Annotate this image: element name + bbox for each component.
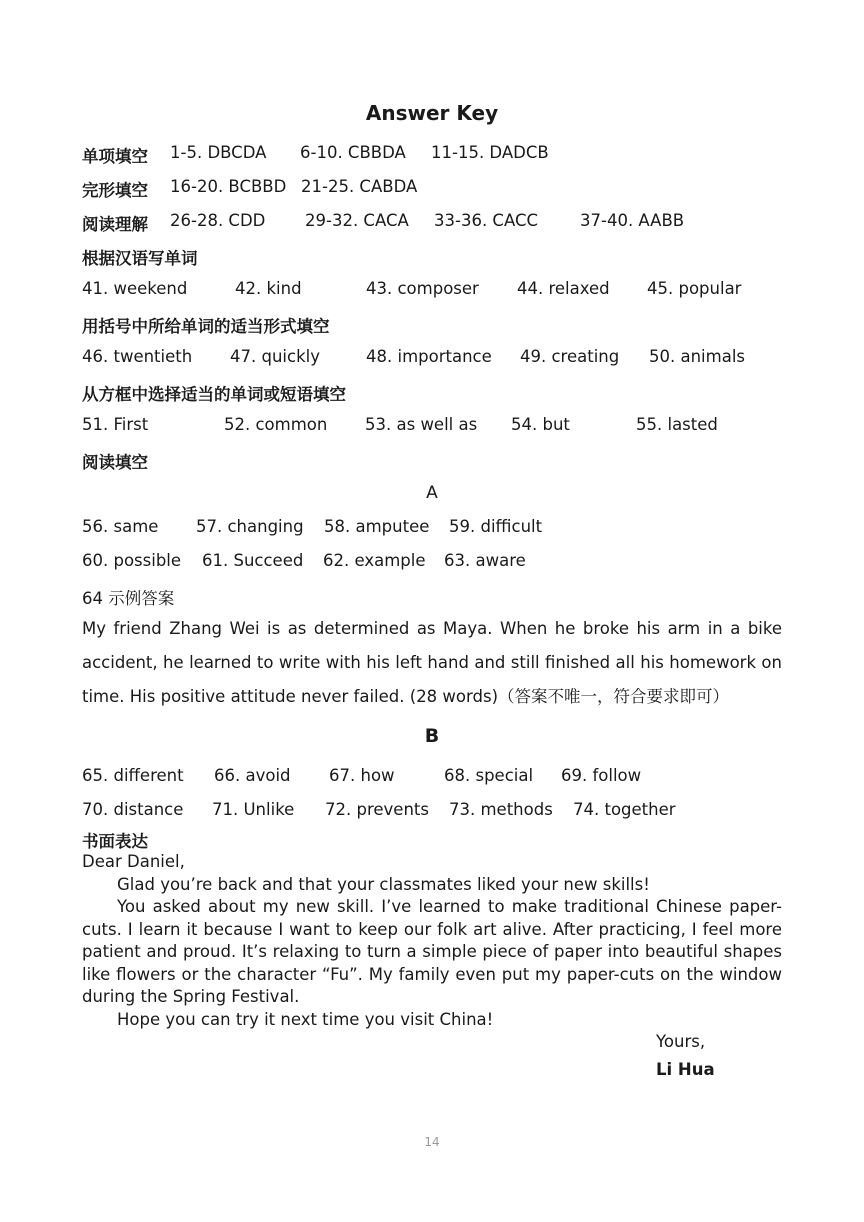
answer-item: 48. importance (366, 347, 492, 366)
box-heading: 从方框中选择适当的单词或短语填空 (82, 385, 346, 404)
q64-sample-answer: My friend Zhang Wei is as determined as Maya. When he broke his arm in a bike accident, he learned to write with his left hand and still finished all his homework on time. His positive attitude never failed. (28 words)（答案不唯一，符合要求即可） (82, 619, 782, 706)
letter-paragraph: Hope you can try it next time you visit China! (117, 1009, 494, 1029)
answer-item: 56. same (82, 517, 159, 536)
answer-group: 16-20. BCBBD (170, 177, 287, 196)
answer-item: 66. avoid (214, 766, 291, 785)
letter-paragraph: You asked about my new skill. I’ve learned to make traditional Chinese paper-cuts. I learn it because I want to keep our folk art alive. After practicing, I feel more patient and proud. It’s relaxing to turn a simple piece of paper into beautiful shapes like flowers or the character “Fu”. My family even put my paper-cuts on the window during the Spring Festival. (82, 897, 782, 1006)
words-heading: 根据汉语写单词 (82, 249, 198, 268)
page-number: 14 (424, 1135, 440, 1149)
answer-item: 55. lasted (636, 415, 718, 434)
letter-greeting: Dear Daniel, (82, 852, 185, 871)
answer-item: 52. common (224, 415, 328, 434)
answer-item: 63. aware (444, 551, 526, 570)
answer-item: 72. prevents (325, 800, 429, 819)
answer-item: 57. changing (196, 517, 304, 536)
fill-heading: 阅读填空 (82, 453, 148, 472)
answer-item: 49. creating (520, 347, 620, 366)
answer-item: 70. distance (82, 800, 184, 819)
page-title: Answer Key (365, 101, 499, 125)
answer-group: 1-5. DBCDA (170, 143, 267, 162)
section-label: 阅读理解 (82, 215, 148, 234)
answer-group: 29-32. CACA (305, 211, 409, 230)
letter-closing: Yours, (656, 1032, 706, 1051)
answer-item: 68. special (444, 766, 534, 785)
answer-item: 69. follow (561, 766, 642, 785)
section-label: 完形填空 (82, 181, 148, 200)
answer-item: 74. together (573, 800, 676, 819)
q64-label: 64 示例答案 (82, 589, 175, 608)
answer-item: 42. kind (235, 279, 302, 298)
answer-item: 67. how (329, 766, 395, 785)
answer-item: 47. quickly (230, 347, 320, 366)
answer-item: 44. relaxed (517, 279, 610, 298)
answer-item: 54. but (511, 415, 570, 434)
answer-group: 6-10. CBBDA (300, 143, 406, 162)
answer-group: 33-36. CACC (434, 211, 538, 230)
answer-item: 62. example (323, 551, 426, 570)
answer-item: 41. weekend (82, 279, 188, 298)
section-a-heading: A (426, 483, 438, 503)
answer-item: 60. possible (82, 551, 182, 570)
answer-item: 61. Succeed (202, 551, 304, 570)
answer-item: 58. amputee (324, 517, 430, 536)
answer-item: 43. composer (366, 279, 479, 298)
answer-group: 26-28. CDD (170, 211, 266, 230)
answer-item: 53. as well as (365, 415, 478, 434)
answer-group: 21-25. CABDA (301, 177, 418, 196)
answer-group: 11-15. DADCB (431, 143, 549, 162)
writing-heading: 书面表达 (82, 832, 148, 851)
section-label: 单项填空 (82, 147, 148, 166)
answer-item: 71. Unlike (212, 800, 295, 819)
answer-item: 59. difficult (449, 517, 543, 536)
answer-item: 51. First (82, 415, 149, 434)
letter-signature: Li Hua (656, 1060, 715, 1079)
letter-paragraph: Glad you’re back and that your classmates liked your new skills! (117, 874, 650, 894)
answer-item: 50. animals (649, 347, 746, 366)
answer-group: 37-40. AABB (580, 211, 685, 230)
answer-item: 65. different (82, 766, 184, 785)
answer-item: 73. methods (449, 800, 553, 819)
answer-item: 46. twentieth (82, 347, 193, 366)
forms-heading: 用括号中所给单词的适当形式填空 (82, 317, 330, 336)
letter-body (82, 851, 782, 1031)
section-b-heading: B (424, 725, 440, 747)
answer-item: 45. popular (647, 279, 742, 298)
